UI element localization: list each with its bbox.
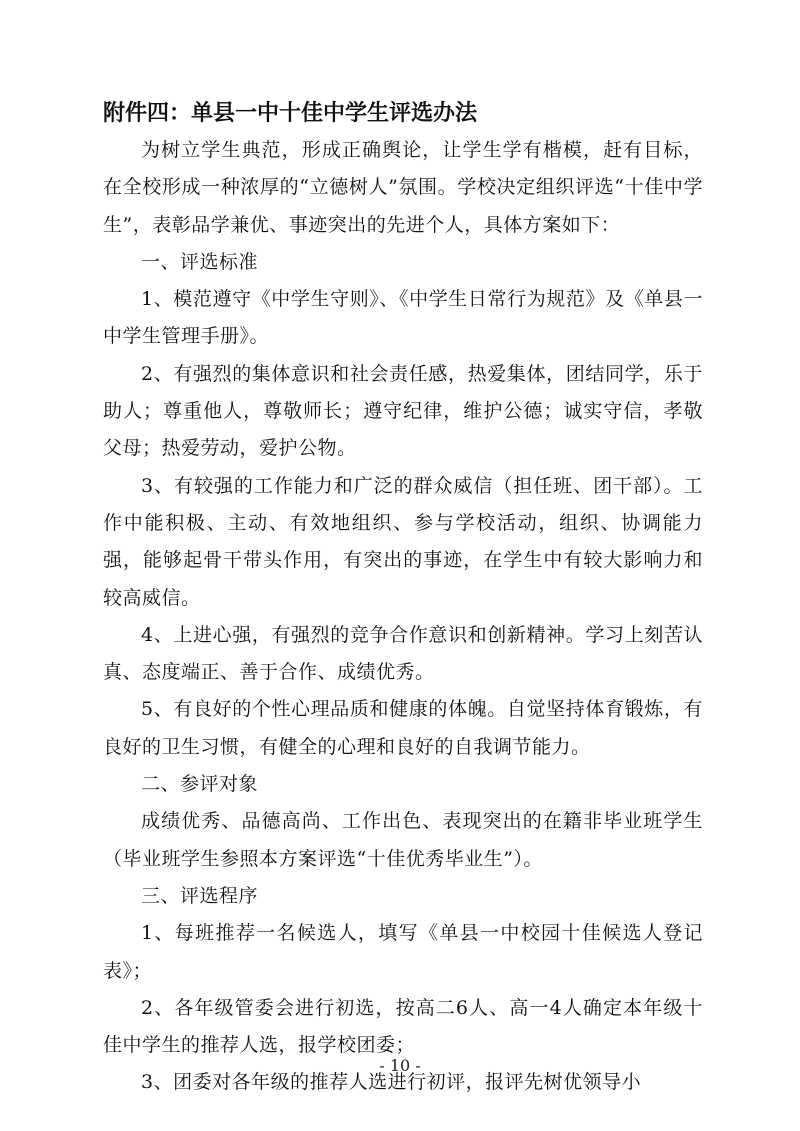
participants-paragraph: 成绩优秀、品德高尚、工作出色、表现突出的在籍非毕业班学生（毕业班学生参照本方案评选“十佳优秀毕业生”）。 xyxy=(103,810,703,870)
criteria-item-1: 1、模范遵守《中学生守则》、《中学生日常行为规范》及《单县一中学生管理手册》。 xyxy=(103,288,703,348)
section-heading-criteria: 一、评选标准 xyxy=(141,250,259,273)
document-title: 附件四：单县一中十佳中学生评选办法 xyxy=(103,100,478,126)
procedure-item-2: 2、各年级管委会进行初选，按高二6人、高一4人确定本年级十佳中学生的推荐人选，报学校团委； xyxy=(103,996,703,1057)
section-heading-procedure: 三、评选程序 xyxy=(141,884,259,907)
section-heading-participants: 二、参评对象 xyxy=(141,773,259,796)
procedure-item-3: 3、团委对各年级的推荐人选进行初评，报评先树优领导小 xyxy=(141,1071,642,1094)
criteria-item-4: 4、上进心强，有强烈的竞争合作意识和创新精神。学习上刻苦认真、态度端正、善于合作、成绩优秀。 xyxy=(103,623,703,684)
criteria-item-3: 3、有较强的工作能力和广泛的群众威信（担任班、团干部）。工作中能积极、主动、有效地组织、参与学校活动，组织、协调能力强，能够起骨干带头作用，有突出的事迹，在学生中有较大影响力和较高威信。 xyxy=(103,474,703,609)
document-body xyxy=(103,94,703,1102)
criteria-item-2: 2、有强烈的集体意识和社会责任感，热爱集体，团结同学，乐于助人；尊重他人，尊敬师长；遵守纪律，维护公德；诚实守信，孝敬父母；热爱劳动，爱护公物。 xyxy=(103,362,703,460)
page-number: - 10 - xyxy=(379,1056,421,1075)
procedure-item-1: 1、每班推荐一名候选人，填写《单县一中校园十佳候选人登记表》； xyxy=(103,922,703,982)
criteria-item-5: 5、有良好的个性心理品质和健康的体魄。自觉坚持体育锻炼，有良好的卫生习惯，有健全的心理和良好的自我调节能力。 xyxy=(103,698,703,758)
intro-paragraph: 为树立学生典范，形成正确舆论，让学生学有楷模，赶有目标，在全校形成一种浓厚的“立德树人”氛围。学校决定组织评选“十佳中学生”，表彰品学兼优、事迹突出的先进个人，具体方案如下： xyxy=(103,139,703,236)
